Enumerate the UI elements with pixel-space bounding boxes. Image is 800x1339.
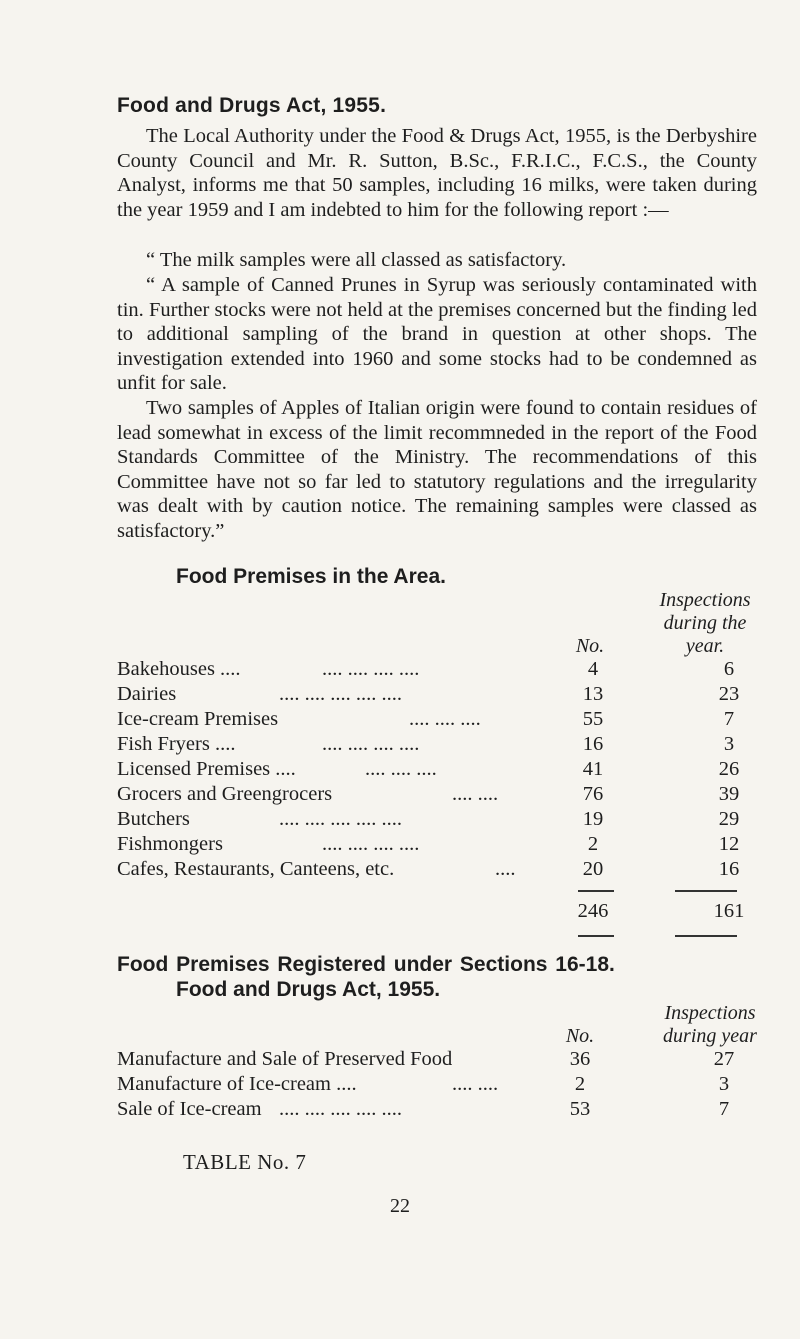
row-leader: .... .... .... .... bbox=[322, 733, 420, 755]
table-row bbox=[117, 782, 777, 807]
row-no: 19 bbox=[582, 808, 604, 830]
table2-insp-line1: Inspections bbox=[664, 1002, 756, 1024]
row-no: 2 bbox=[587, 833, 599, 855]
table2-insp-line2: during year bbox=[663, 1025, 757, 1047]
table-row bbox=[117, 832, 777, 857]
table-row bbox=[117, 757, 777, 782]
row-leader: .... .... .... bbox=[365, 758, 437, 780]
table-row bbox=[117, 1072, 777, 1097]
row-label: Fishmongers bbox=[117, 833, 223, 855]
row-no: 13 bbox=[582, 683, 604, 705]
table2-title-line1: Food Premises Registered under Sections 16-18. bbox=[117, 953, 615, 976]
row-leader: .... .... .... .... .... bbox=[279, 683, 402, 705]
table1-total-no: 246 bbox=[577, 900, 609, 922]
row-inspections: 7 bbox=[718, 1098, 730, 1120]
table1-insp-line3: year. bbox=[685, 635, 725, 657]
milk-paragraph: “ The milk samples were all classed as satisfactory. bbox=[146, 249, 567, 271]
row-no: 20 bbox=[582, 858, 604, 880]
section-heading: Food and Drugs Act, 1955. bbox=[117, 94, 387, 117]
table-row bbox=[117, 1047, 777, 1072]
row-inspections: 3 bbox=[723, 733, 735, 755]
row-inspections: 29 bbox=[718, 808, 740, 830]
table-row bbox=[117, 1097, 777, 1122]
bottom-rule-inspections bbox=[675, 935, 737, 937]
row-leader: .... .... .... .... bbox=[322, 833, 420, 855]
row-inspections: 26 bbox=[718, 758, 740, 780]
row-label: Fish Fryers .... bbox=[117, 733, 236, 755]
row-no: 16 bbox=[582, 733, 604, 755]
table-row bbox=[117, 732, 777, 757]
table-row bbox=[117, 707, 777, 732]
row-inspections: 16 bbox=[718, 858, 740, 880]
table-row bbox=[117, 657, 777, 682]
row-inspections: 23 bbox=[718, 683, 740, 705]
table-label: TABLE No. 7 bbox=[183, 1150, 307, 1174]
row-no: 76 bbox=[582, 783, 604, 805]
table-row bbox=[117, 807, 777, 832]
row-no: 36 bbox=[569, 1048, 591, 1070]
table1-title: Food Premises in the Area. bbox=[176, 565, 446, 588]
row-label: Sale of Ice-cream bbox=[117, 1098, 262, 1120]
table1-inspections-header bbox=[640, 589, 770, 658]
row-leader: .... .... .... .... .... bbox=[279, 1098, 402, 1120]
row-label: Cafes, Restaurants, Canteens, etc. bbox=[117, 858, 395, 880]
row-label: Dairies bbox=[117, 683, 177, 705]
row-label: Licensed Premises .... bbox=[117, 758, 296, 780]
row-no: 2 bbox=[574, 1073, 586, 1095]
row-inspections: 6 bbox=[723, 658, 735, 680]
row-inspections: 12 bbox=[718, 833, 740, 855]
prunes-paragraph: “ A sample of Canned Prunes in Syrup was seriously contaminated with tin. Further stocks were not held at the premises concerned but the finding led to additional sampling of the brand in question at other shops. The investigation extended into 1960 and some stocks had to be condemned as unfit for sale. bbox=[117, 274, 757, 395]
table-row bbox=[117, 857, 777, 882]
total-rule-no bbox=[578, 890, 614, 892]
row-leader: .... .... .... .... .... bbox=[279, 808, 402, 830]
row-inspections: 39 bbox=[718, 783, 740, 805]
table1-total-inspections: 161 bbox=[713, 900, 745, 922]
total-rule-inspections bbox=[675, 890, 737, 892]
row-label: Manufacture of Ice-cream .... bbox=[117, 1073, 357, 1095]
row-inspections: 27 bbox=[713, 1048, 735, 1070]
row-label: Ice-cream Premises bbox=[117, 708, 279, 730]
table1-no-header: No. bbox=[575, 635, 605, 657]
table2-inspections-header bbox=[640, 1002, 780, 1048]
row-leader: .... bbox=[495, 858, 516, 880]
page-number: 22 bbox=[390, 1195, 410, 1217]
row-no: 4 bbox=[587, 658, 599, 680]
row-no: 53 bbox=[569, 1098, 591, 1120]
row-no: 55 bbox=[582, 708, 604, 730]
table2-no-header: No. bbox=[565, 1025, 595, 1047]
table-row bbox=[117, 682, 777, 707]
row-leader: .... .... bbox=[452, 1073, 499, 1095]
row-leader: .... .... .... .... bbox=[322, 658, 420, 680]
apples-paragraph: Two samples of Apples of Italian origin were found to contain residues of lead somewhat in excess of the limit recommneded in the report of the Food Standards Committee of the Ministry. The recommendations of this Committee have not so far led to statutory regulations and the irregularity was dealt with by caution notice. The remaining samples were classed as satisfactory.” bbox=[117, 397, 757, 542]
row-label: Grocers and Greengrocers bbox=[117, 783, 333, 805]
row-no: 41 bbox=[582, 758, 604, 780]
row-inspections: 7 bbox=[723, 708, 735, 730]
row-leader: .... .... bbox=[452, 783, 499, 805]
row-label: Manufacture and Sale of Preserved Food bbox=[117, 1048, 453, 1070]
row-inspections: 3 bbox=[718, 1073, 730, 1095]
row-label: Butchers bbox=[117, 808, 190, 830]
intro-paragraph: The Local Authority under the Food & Drugs Act, 1955, is the Derbyshire County Council and Mr. R. Sutton, B.Sc., F.R.I.C., F.C.S., the County Analyst, informs me that 50 samples, including 16 milks, were taken during the year 1959 and I am indebted to him for the following report :— bbox=[117, 125, 757, 221]
bottom-rule-no bbox=[578, 935, 614, 937]
table1-insp-line2: during the bbox=[663, 612, 747, 634]
table2-title-line2: Food and Drugs Act, 1955. bbox=[176, 978, 441, 1001]
table1-insp-line1: Inspections bbox=[659, 589, 751, 611]
row-leader: .... .... .... bbox=[409, 708, 481, 730]
row-label: Bakehouses .... bbox=[117, 658, 241, 680]
